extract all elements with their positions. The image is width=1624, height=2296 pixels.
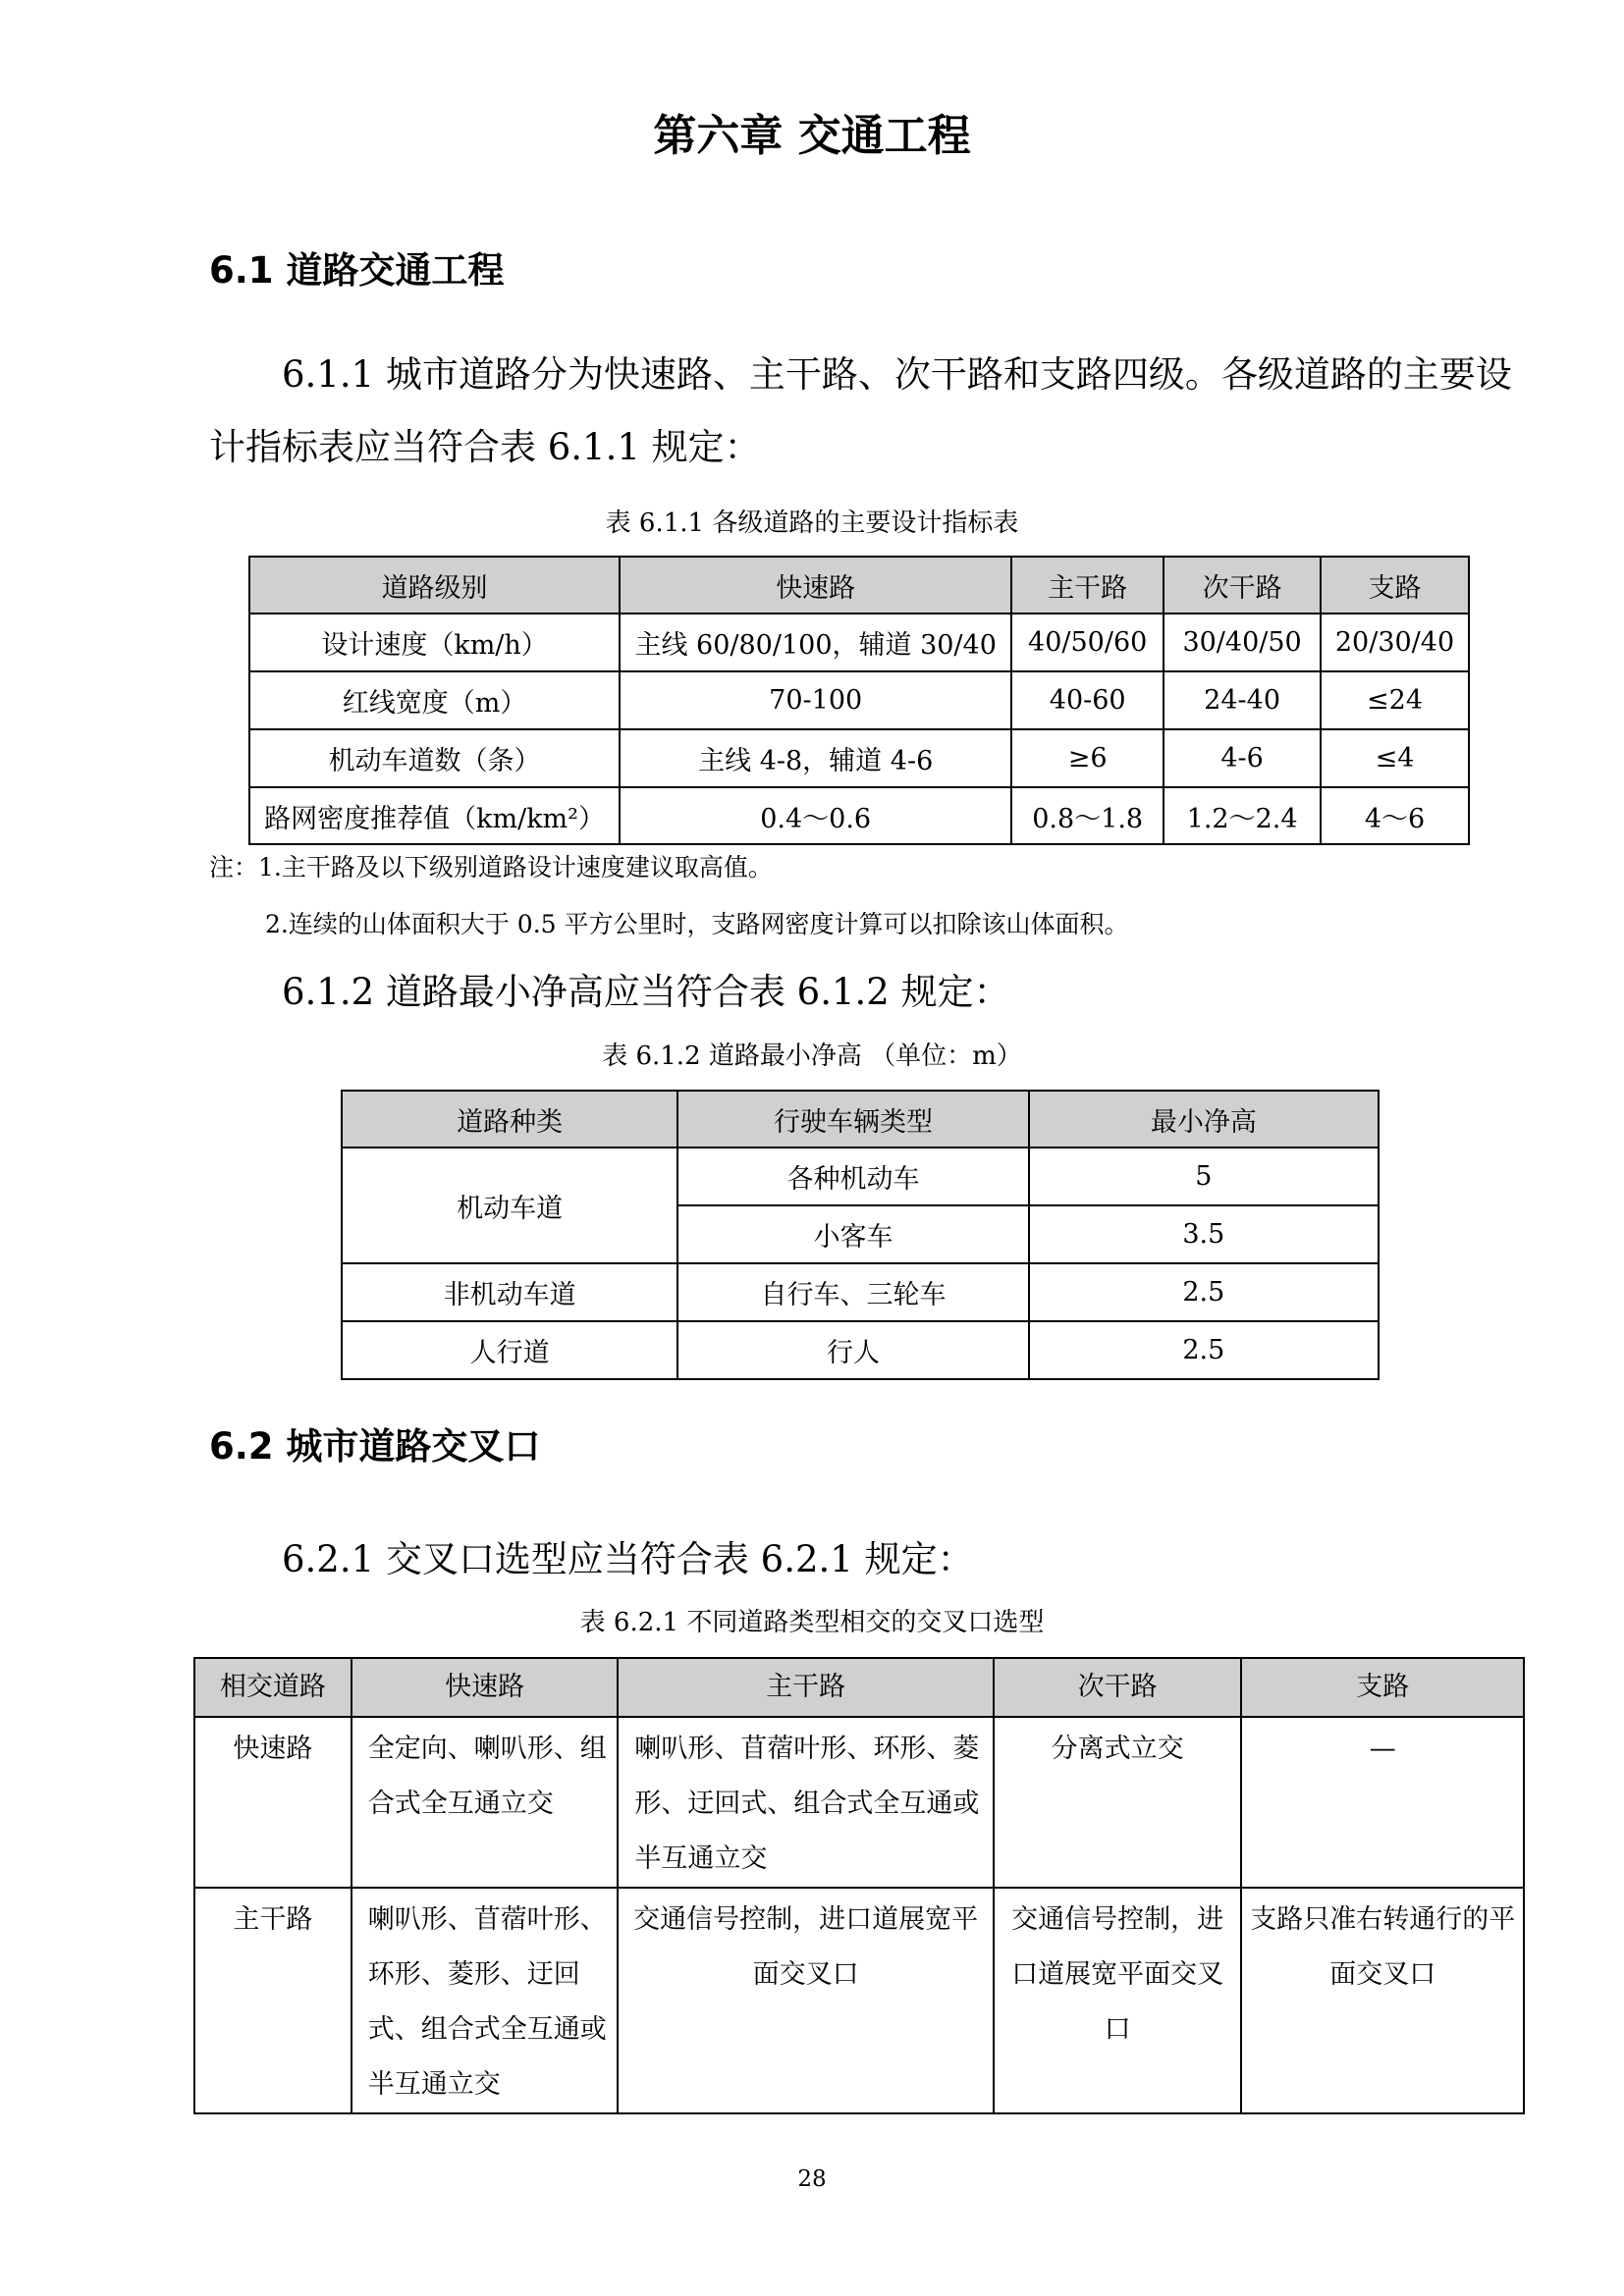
table-cell: 非机动车道 bbox=[342, 1263, 677, 1321]
table-cell: 主线 60/80/100，辅道 30/40 bbox=[620, 614, 1011, 671]
table-header-cell: 快速路 bbox=[352, 1658, 619, 1717]
table-cell: 行人 bbox=[677, 1321, 1028, 1379]
table-cell: 自行车、三轮车 bbox=[677, 1263, 1028, 1321]
min-clearance-table bbox=[341, 1090, 1380, 1380]
table-cell: 喇叭形、苜蓿叶形、环形、菱形、迂回式、组合式全互通或半互通立交 bbox=[618, 1717, 993, 1888]
table-header-cell: 支路 bbox=[1241, 1658, 1524, 1717]
table-row bbox=[194, 1888, 1524, 2113]
table-cell: ≤24 bbox=[1321, 671, 1469, 729]
table-cell: 主线 4-8，辅道 4-6 bbox=[620, 729, 1011, 787]
table-row bbox=[342, 1263, 1379, 1321]
table-6-1-2-caption: 表 6.1.2 道路最小净高 （单位：m） bbox=[602, 1041, 1022, 1071]
table-cell: 24-40 bbox=[1164, 671, 1321, 729]
table-cell: 3.5 bbox=[1029, 1205, 1379, 1263]
table-cell: 交通信号控制，进口道展宽平面交叉口 bbox=[994, 1888, 1242, 2113]
table-cell: 2.5 bbox=[1029, 1263, 1379, 1321]
table-row bbox=[342, 1321, 1379, 1379]
table-header-cell: 行驶车辆类型 bbox=[677, 1091, 1028, 1148]
chapter-title: 第六章 交通工程 bbox=[653, 111, 971, 161]
table-row bbox=[249, 671, 1469, 729]
table-cell: 快速路 bbox=[194, 1717, 352, 1888]
clause-6-1-1: 6.1.1 城市道路分为快速路、主干路、次干路和支路四级。各级道路的主要设计指标表应当符合表 6.1.1 规定： bbox=[209, 353, 1512, 468]
table-cell: 人行道 bbox=[342, 1321, 677, 1379]
page-number: 28 bbox=[797, 2166, 827, 2192]
table-cell: 20/30/40 bbox=[1321, 614, 1469, 671]
table-header-cell: 相交道路 bbox=[194, 1658, 352, 1717]
table-header-cell: 主干路 bbox=[618, 1658, 993, 1717]
table-cell: 1.2～2.4 bbox=[1164, 787, 1321, 844]
table-cell: 支路只准右转通行的平面交叉口 bbox=[1241, 1888, 1524, 2113]
table-header-cell: 快速路 bbox=[620, 557, 1011, 614]
table-cell: 交通信号控制，进口道展宽平面交叉口 bbox=[618, 1888, 993, 2113]
table-cell: — bbox=[1241, 1717, 1524, 1888]
table-note-2: 2.连续的山体面积大于 0.5 平方公里时，支路网密度计算可以扣除该山体面积。 bbox=[265, 910, 1129, 938]
table-cell: 70-100 bbox=[620, 671, 1011, 729]
table-cell: 主干路 bbox=[194, 1888, 352, 2113]
table-cell: 4-6 bbox=[1164, 729, 1321, 787]
table-cell: 0.4～0.6 bbox=[620, 787, 1011, 844]
section-heading-6-1: 6.1 道路交通工程 bbox=[209, 249, 505, 292]
table-header-cell: 最小净高 bbox=[1029, 1091, 1379, 1148]
table-cell: ≥6 bbox=[1011, 729, 1164, 787]
table-cell: 红线宽度（m） bbox=[249, 671, 620, 729]
intersection-type-table bbox=[193, 1657, 1525, 2114]
table-header-cell: 次干路 bbox=[1164, 557, 1321, 614]
table-cell: 各种机动车 bbox=[677, 1148, 1028, 1205]
table-6-2-1-caption: 表 6.2.1 不同道路类型相交的交叉口选型 bbox=[579, 1608, 1045, 1637]
table-cell: ≤4 bbox=[1321, 729, 1469, 787]
table-cell: 40-60 bbox=[1011, 671, 1164, 729]
clause-6-1-2: 6.1.2 道路最小净高应当符合表 6.1.2 规定： bbox=[282, 971, 1010, 1013]
table-header-cell: 道路种类 bbox=[342, 1091, 677, 1148]
table-header-cell: 道路级别 bbox=[249, 557, 620, 614]
table-cell: 小客车 bbox=[677, 1205, 1028, 1263]
table-row bbox=[342, 1148, 1379, 1205]
section-heading-6-2: 6.2 城市道路交叉口 bbox=[209, 1425, 541, 1468]
table-cell: 机动车道 bbox=[342, 1148, 677, 1263]
table-cell: 设计速度（km/h） bbox=[249, 614, 620, 671]
table-cell: 全定向、喇叭形、组合式全互通立交 bbox=[352, 1717, 619, 1888]
design-index-table bbox=[248, 556, 1470, 845]
table-cell: 2.5 bbox=[1029, 1321, 1379, 1379]
table-header-cell: 主干路 bbox=[1011, 557, 1164, 614]
table-cell: 40/50/60 bbox=[1011, 614, 1164, 671]
table-note-1: 注：1.主干路及以下级别道路设计速度建议取高值。 bbox=[209, 853, 773, 881]
table-cell: 喇叭形、苜蓿叶形、环形、菱形、迂回式、组合式全互通或半互通立交 bbox=[352, 1888, 619, 2113]
table-cell: 路网密度推荐值（km/km²） bbox=[249, 787, 620, 844]
table-6-1-1-caption: 表 6.1.1 各级道路的主要设计指标表 bbox=[605, 508, 1019, 538]
clause-6-2-1: 6.2.1 交叉口选型应当符合表 6.2.1 规定： bbox=[282, 1538, 974, 1580]
table-cell: 分离式立交 bbox=[994, 1717, 1242, 1888]
table-cell: 30/40/50 bbox=[1164, 614, 1321, 671]
table-cell: 机动车道数（条） bbox=[249, 729, 620, 787]
table-cell: 4～6 bbox=[1321, 787, 1469, 844]
table-row bbox=[194, 1717, 1524, 1888]
table-header-cell: 次干路 bbox=[994, 1658, 1242, 1717]
table-cell: 0.8～1.8 bbox=[1011, 787, 1164, 844]
table-header-cell: 支路 bbox=[1321, 557, 1469, 614]
table-row bbox=[249, 787, 1469, 844]
table-row bbox=[249, 729, 1469, 787]
table-cell: 5 bbox=[1029, 1148, 1379, 1205]
table-row bbox=[249, 614, 1469, 671]
